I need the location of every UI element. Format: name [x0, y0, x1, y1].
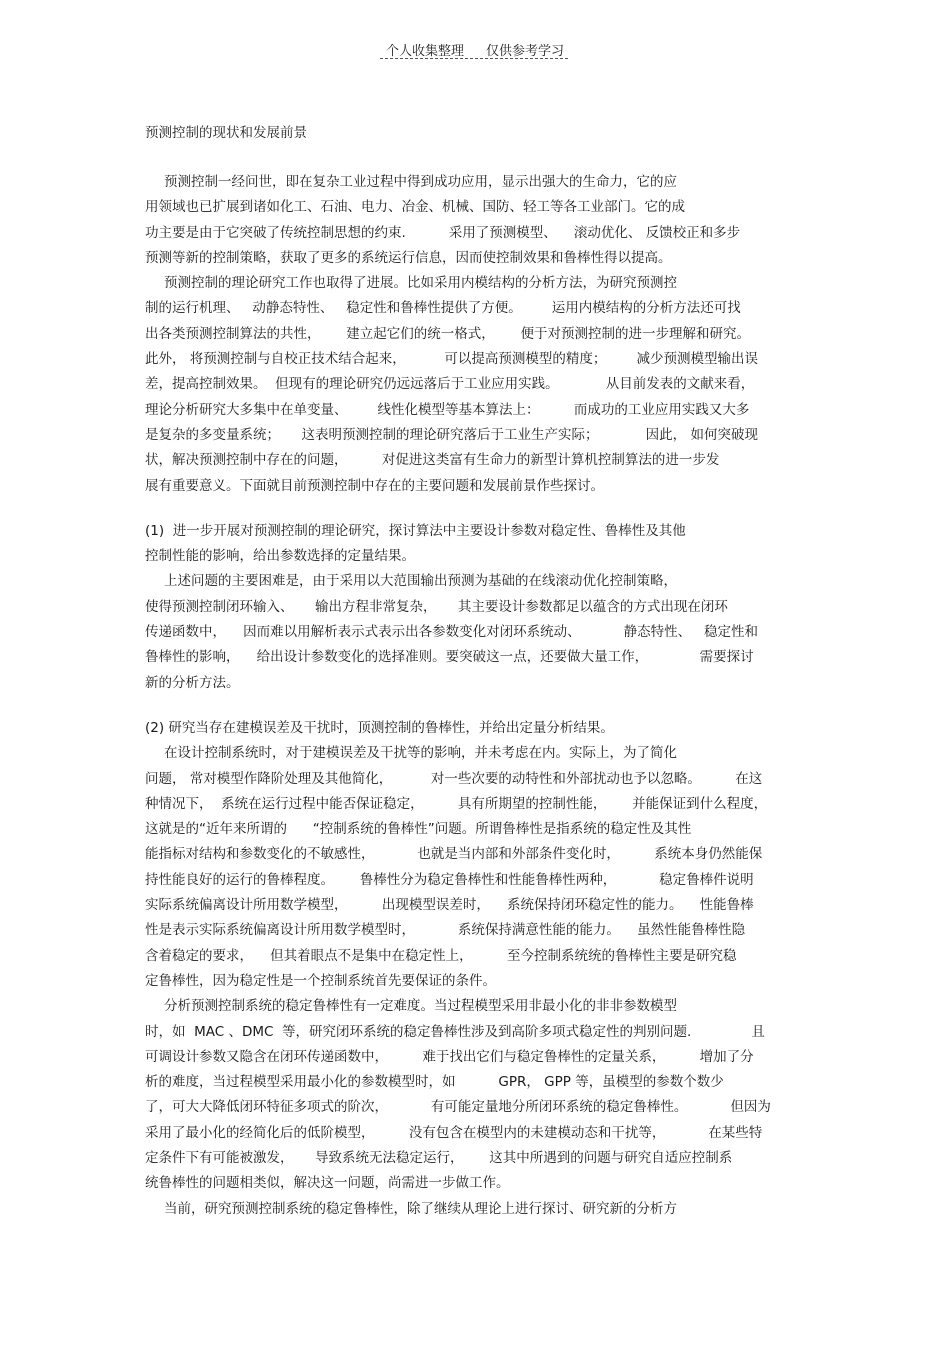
text-line: 分析预测控制系统的稳定鲁棒性有一定难度。当过程模型采用非最小化的非非参数模型	[164, 998, 677, 1015]
text-line: 可调设计参数又隐含在闭环传递函数中， 难于找出它们与稳定鲁棒性的定量关系， 增加了分	[145, 1048, 754, 1065]
text-line: 定条件下有可能被激发， 导致系统无法稳定运行， 这其中所遇到的问题与研究自适应控制系	[145, 1149, 733, 1166]
text-line: 出各类预测控制算法的共性， 建立起它们的统一格式， 便于对预测控制的进一步理解和研究。	[145, 325, 750, 342]
text-line: 使得预测控制闭环输入、 输出方程非常复杂， 其主要设计参数都足以蕴含的方式出现在闭环	[145, 598, 728, 615]
text-line: 这就是的“近年来所谓的 “控制系统的鲁棒性”问题。所谓鲁棒性是指系统的稳定性及其性	[145, 821, 692, 838]
text-line: 统鲁棒性的问题相类似，解决这一问题，尚需进一步做工作。	[145, 1175, 510, 1192]
text-line: 当前，研究预测控制系统的稳定鲁棒性，除了继续从理论上进行探讨、研究新的分析方	[164, 1200, 677, 1217]
text-line: 是复杂的多变量系统； 这表明预测控制的理论研究落后于工业生产实际； 因此， 如何突破现	[145, 426, 758, 443]
text-line: 析的难度，当过程模型采用最小化的参数模型时，如 GPR， GPP 等，虽模型的参数个数少	[145, 1074, 724, 1091]
text-line: 新的分析方法。	[145, 674, 240, 691]
text-line: 在设计控制系统时，对于建模误差及干扰等的影响，并未考虑在内。实际上，为了简化	[164, 745, 677, 762]
text-line: 种情况下， 系统在运行过程中能否保证稳定， 具有所期望的控制性能， 并能保证到什么程度，	[145, 795, 768, 812]
section-heading-1: (1) 进一步开展对预测控制的理论研究，探讨算法中主要设计参数对稳定性、鲁棒性及其他	[145, 522, 686, 539]
text-line: 上述问题的主要困难是，由于采用以大范围输出预测为基础的在线滚动优化控制策略，	[164, 573, 677, 590]
text-line: 功主要是由于它突破了传统控制思想的约束. 采用了预测模型、 滚动优化、 反馈校正和多步	[145, 224, 741, 241]
text-line: 鲁棒性的影响， 给出设计参数变化的选择准则。要突破这一点，还要做大量工作， 需要探讨	[145, 649, 754, 666]
text-line: 预测控制的理论研究工作也取得了进展。比如采用内模结构的分析方法，为研究预测控	[164, 275, 677, 292]
text-line: 状，解决预测控制中存在的问题， 对促进这类富有生命力的新型计算机控制算法的进一步发	[145, 452, 720, 469]
header-divider	[380, 58, 568, 59]
header-left-text: 个人收集整理	[385, 44, 464, 59]
text-line: 控制性能的影响，给出参数选择的定量结果。	[145, 548, 415, 565]
document-body	[145, 170, 805, 1222]
text-line: 性是表示实际系统偏离设计所用数学模型时， 系统保持满意性能的能力。 虽然性能鲁棒性隐	[145, 922, 746, 939]
text-line: 采用了最小化的经简化后的低阶模型， 没有包含在模型内的未建模动态和干扰等， 在某些特	[145, 1124, 763, 1141]
text-line: 预测等新的控制策略，获取了更多的系统运行信息，因而使控制效果和鲁棒性得以提高。	[145, 249, 672, 266]
text-line: 时，如 MAC 、DMC 等，研究闭环系统的稳定鲁棒性涉及到高阶多项式稳定性的判别问题. 且	[145, 1023, 765, 1040]
text-line: 定鲁棒性，因为稳定性是一个控制系统首先要保证的条件。	[145, 972, 496, 989]
text-line: 问题， 常对模型作降阶处理及其他简化， 对一些次要的动特性和外部扰动也予以忽略。 在这	[145, 770, 763, 787]
text-line: 了，可大大降低闭环特征多项式的阶次， 有可能定量地分所闭环系统的稳定鲁棒性。 但因为	[145, 1099, 771, 1116]
text-line: 制的运行机理、 动静态特性、 稳定性和鲁棒性提供了方便。 运用内模结构的分析方法还可找	[145, 300, 741, 317]
text-line: 理论分析研究大多集中在单变量、 线性化模型等基本算法上： 而成功的工业应用实践又大多	[145, 401, 750, 418]
text-line: 差，提高控制效果。 但现有的理论研究仍远远落后于工业应用实践。 从目前发表的文献来看，	[145, 376, 755, 393]
text-line: 预测控制一经问世，即在复杂工业过程中得到成功应用，显示出强大的生命力，它的应	[164, 174, 677, 190]
text-line: 含着稳定的要求， 但其着眼点不是集中在稳定性上， 至今控制系统统的鲁棒性主要是研究稳	[145, 947, 737, 964]
text-line: 传递函数中， 因而难以用解析表示式表示出各参数变化对闭环系统动、 静态特性、 稳定性和	[145, 624, 758, 641]
text-line: 能指标对结构和参数变化的不敏感性， 也就是当内部和外部条件变化时， 系统本身仍然能保	[145, 846, 763, 863]
text-line: 持性能良好的运行的鲁棒程度。 鲁棒性分为稳定鲁棒性和性能鲁棒性两种， 稳定鲁棒件说明	[145, 871, 754, 888]
text-line: 用领域也已扩展到诸如化工、石油、电力、冶金、机械、国防、轻工等各工业部门。它的成	[145, 199, 685, 216]
page-header	[0, 40, 950, 59]
section-heading-2: (2) 研究当存在建模误差及干扰时，顶测控制的鲁棒性，并给出定量分析结果。	[145, 719, 614, 736]
text-line: 实际系统偏离设计所用数学模型， 出现模型误差时， 系统保持闭环稳定性的能力。 性能鲁棒	[145, 897, 754, 914]
document-title: 预测控制的现状和发展前景	[145, 125, 307, 141]
header-right-text: 仅供参考学习	[486, 44, 565, 59]
text-line: 展有重要意义。下面就目前预测控制中存在的主要问题和发展前景作些探讨。	[145, 477, 604, 494]
text-line: 此外， 将预测控制与自校正技术结合起来， 可以提高预测模型的精度； 减少预测模型输出误	[145, 351, 758, 368]
